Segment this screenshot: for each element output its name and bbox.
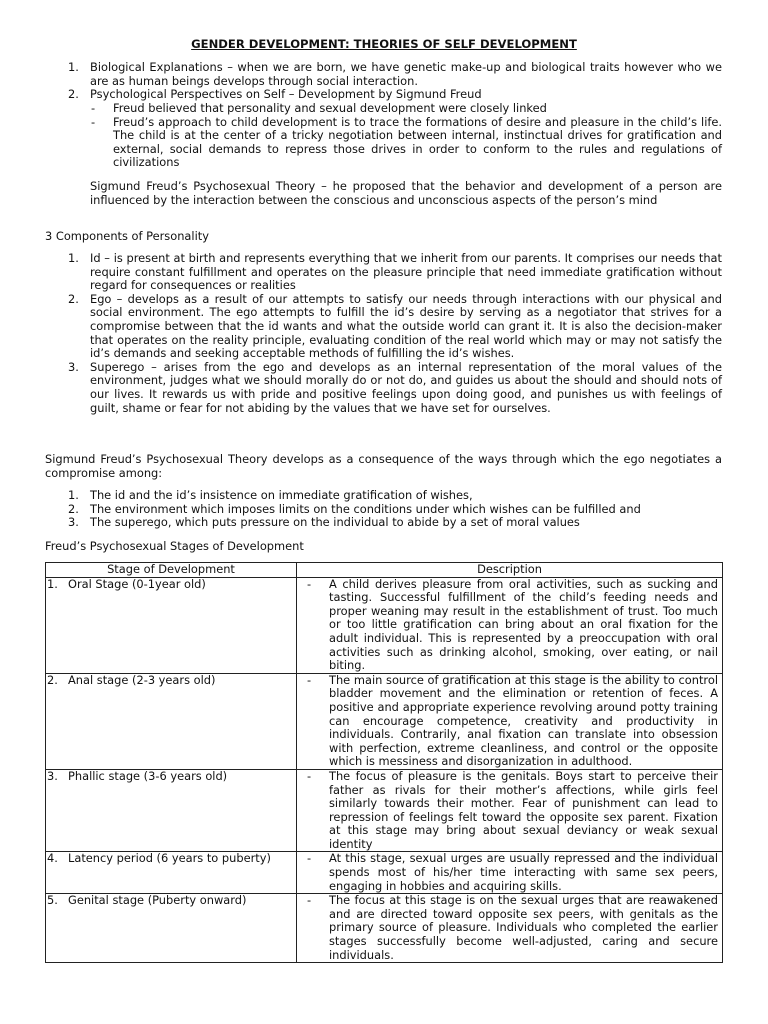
list-item-text: Id – is present at birth and represents everything that we inherit from our parents. It comprises our needs that require constant fulfillment and operates on the pleasure principle that need immediate gratification without regard for consequences or realities (90, 251, 722, 293)
stage-cell (46, 673, 297, 769)
stage-number: 1. (47, 576, 58, 591)
list-item-text: Psychological Perspectives on Self – Development by Sigmund Freud (90, 87, 482, 102)
stage-description: At this stage, sexual urges are usually repressed and the individual spends most of his/her time interacting with same sex peers, engaging in hobbies and acquiring skills. (329, 851, 718, 893)
bullet-dash: - (307, 893, 312, 908)
description-cell (297, 894, 723, 963)
bullet-dash: - (91, 101, 96, 115)
document-title: GENDER DEVELOPMENT: THEORIES OF SELF DEVELOPMENT (191, 37, 577, 51)
freud-bullets (91, 101, 722, 170)
table-row (46, 673, 723, 769)
column-header-stage: Stage of Development (46, 563, 297, 578)
bullet-dash: - (307, 768, 312, 783)
stage-cell (46, 894, 297, 963)
list-item (91, 114, 722, 170)
list-number: 3. (68, 515, 79, 530)
description-cell (297, 577, 723, 673)
stage-description: The main source of gratification at this stage is the ability to control bladder movement and the elimination or retention of feces. A positive and appropriate experience revolving around potty training can encourage competence, creativity and productivity in individuals. Contrarily, anal fixation can translate into obsession with perfection, extreme cleanliness, and control or the opposite which is messiness and disorganization in adulthood. (329, 672, 718, 769)
list-number: 1. (68, 251, 79, 265)
stage-description: The focus at this stage is on the sexual urges that are reawakened and are directed toward opposite sex peers, with genitals as the primary source of pleasure. Individuals who completed the earlier stages successfully become well-adjusted, caring and secure individuals. (329, 893, 718, 962)
bullet-dash: - (307, 851, 312, 866)
stage-cell (46, 577, 297, 673)
intro-list (68, 60, 722, 102)
stage-cell (46, 852, 297, 894)
stage-name: Oral Stage (0-1year old) (68, 576, 206, 591)
psychosexual-theory-paragraph: Sigmund Freud’s Psychosexual Theory – he proposed that the behavior and development of a person are influenced by the interaction between the conscious and unconscious aspects of the person’s mind (90, 179, 722, 207)
list-item-text: The environment which imposes limits on the conditions under which wishes can be fulfilled and (90, 501, 641, 516)
stage-name: Phallic stage (3-6 years old) (68, 768, 228, 783)
list-number: 1. (68, 60, 79, 74)
compromise-paragraph: Sigmund Freud’s Psychosexual Theory develops as a consequence of the ways through which the ego negotiates a compromise among: (45, 452, 722, 480)
list-item (68, 87, 722, 102)
bullet-dash: - (307, 576, 312, 591)
stage-number: 4. (47, 851, 58, 866)
list-item-text: The superego, which puts pressure on the individual to abide by a set of moral values (90, 515, 580, 530)
list-item (68, 60, 722, 88)
list-item (68, 501, 722, 517)
stage-number: 2. (47, 672, 58, 687)
components-heading: 3 Components of Personality (45, 229, 209, 243)
stage-cell (46, 769, 297, 852)
list-item-text: Freud’s approach to child development is to trace the formations of desire and pleasure in the child’s life. The child is at the center of a tricky negotiation between internal, instinctual drives for gratification and external, social demands to repress those drives in order to conform to the rules and regulations of civilizations (113, 114, 722, 170)
compromise-list (68, 488, 722, 530)
list-number: 2. (68, 87, 79, 102)
list-number: 2. (68, 291, 79, 306)
list-item (68, 359, 722, 415)
table-header-row (46, 563, 723, 578)
components-list (68, 251, 722, 415)
table-row (46, 577, 723, 673)
table-row (46, 894, 723, 963)
list-number: 2. (68, 501, 79, 516)
description-cell (297, 673, 723, 769)
table-row (46, 852, 723, 894)
list-item (68, 291, 722, 361)
list-number: 3. (68, 359, 79, 374)
list-item (91, 101, 722, 116)
bullet-dash: - (91, 114, 96, 129)
list-item-text: Ego – develops as a result of our attempts to satisfy our needs through interactions with our physical and social environment. The ego attempts to fulfill the id’s desire by serving as a negotiator that strives for a compromise between that the id wants and what the outside world can grant it. It is also the decision-maker that operates on the reality principle, evaluating condition of the real world which may or may not satisfy the id’s demands and seeking acceptable methods of fulfilling the id’s wishes. (90, 291, 722, 361)
list-item (68, 515, 722, 530)
description-cell (297, 852, 723, 894)
list-number: 1. (68, 488, 79, 502)
stage-number: 5. (47, 893, 58, 908)
stage-name: Latency period (6 years to puberty) (68, 851, 271, 866)
stage-number: 3. (47, 768, 58, 783)
stage-name: Genital stage (Puberty onward) (68, 893, 247, 908)
list-item (68, 251, 722, 293)
list-item-text: Biological Explanations – when we are born, we have genetic make-up and biological traits however who we are as human beings develops through social interaction. (90, 60, 722, 88)
list-item (68, 488, 722, 503)
stages-table (45, 562, 723, 963)
table-row (46, 769, 723, 852)
stages-heading: Freud’s Psychosexual Stages of Development (45, 539, 304, 553)
stage-name: Anal stage (2-3 years old) (68, 672, 216, 687)
bullet-dash: - (307, 672, 312, 687)
column-header-description: Description (297, 563, 723, 578)
list-item-text: Freud believed that personality and sexual development were closely linked (113, 101, 547, 115)
list-item-text: Superego – arises from the ego and develops as an internal representation of the moral values of the environment, judges what we should morally do or not do, and guides us about the should and should nots of our lives. It rewards us with pride and positive feelings upon doing good, and punishes us with feelings of guilt, shame or fear for not abiding by the values that we have set for ourselves. (90, 359, 722, 415)
stage-description: A child derives pleasure from oral activities, such as sucking and tasting. Successful fulfillment of the child’s feeding needs and proper weaning may result in the establishment of trust. Too much or too little gratification can bring about an oral fixation for the adult individual. This is represented by a preoccupation with oral activities such as drinking alcohol, smoking, over eating, or nail biting. (329, 576, 718, 673)
list-item-text: The id and the id’s insistence on immediate gratification of wishes, (90, 488, 473, 502)
description-cell (297, 769, 723, 852)
stage-description: The focus of pleasure is the genitals. Boys start to perceive their father as rivals for their mother’s affections, while girls feel similarly towards their mother. Fear of punishment can lead to repression of feelings felt toward the opposite sex parent. Fixation at this stage may bring about sexual deviancy or weak sexual identity (329, 768, 718, 851)
